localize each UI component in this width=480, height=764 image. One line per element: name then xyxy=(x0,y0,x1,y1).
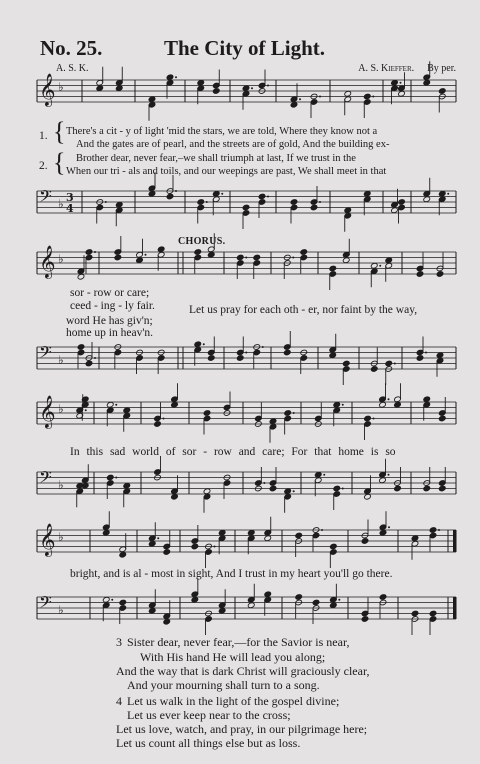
flat-icon: ♭ xyxy=(58,252,64,266)
hymn-number: No. 25. xyxy=(40,36,103,60)
verse-1-line-2: And the gates are of pearl, and the streets are of gold, And the building ex- xyxy=(76,139,390,150)
note-head xyxy=(119,599,127,606)
system-2-lyric-4: home up in heav'n. xyxy=(66,327,154,339)
final-barline xyxy=(453,597,456,619)
verse-2-line-1: Brother dear, never fear,–we shall triumph at last, If we trust in the xyxy=(76,153,356,164)
note-head xyxy=(163,618,171,625)
stanza-4-line-1: Let us walk in the light of the gospel divine; xyxy=(127,694,340,708)
note-dot xyxy=(338,599,340,601)
stanza-4-line-2: Let us ever keep near to the cross; xyxy=(127,708,291,722)
chorus-lyric: Let us pray for each oth - er, nor faint by the way, xyxy=(189,304,418,316)
note-head xyxy=(411,610,419,617)
note-head xyxy=(264,591,272,598)
stanza-3-line-2: With His hand He will lead you along; xyxy=(140,650,326,664)
permission-note: By per. xyxy=(427,63,456,74)
note-head xyxy=(361,616,369,623)
note-head xyxy=(379,594,387,601)
note-head xyxy=(191,596,199,603)
words-credit: A. S. K. xyxy=(56,63,89,74)
stanza-3-line-1: Sister dear, never fear,—for the Savior is near, xyxy=(127,635,350,649)
stanza-3-number: 3 xyxy=(116,635,122,649)
flat-icon: ♭ xyxy=(58,402,64,416)
verse-2-brace: { xyxy=(53,148,66,177)
note-head xyxy=(295,594,303,601)
stanza-3-line-4: And your mourning shall turn to a song. xyxy=(127,678,320,692)
bass-clef-icon: 𝄢 xyxy=(39,592,52,616)
system-2-lyric-3: word He has giv'n; xyxy=(66,315,153,327)
verse-1-brace: { xyxy=(53,117,66,146)
treble-clef-icon: 𝄞 xyxy=(39,523,56,556)
time-signature-top: 3 xyxy=(66,191,74,204)
stanza-4-number: 4 xyxy=(116,694,122,708)
system-3-lyric: In this sad world of sor - row and care; For that home is so xyxy=(70,446,396,458)
system-2-lyric-2: ceed - ing - ly fair. xyxy=(70,300,155,312)
system-2-lyric-1: sor - row or care; xyxy=(70,287,150,299)
note-head xyxy=(429,610,437,617)
treble-clef-icon: 𝄞 xyxy=(39,73,56,106)
bass-clef-icon: 𝄢 xyxy=(39,467,52,491)
stanza-3-line-3: And the way that is dark Christ will graciously clear, xyxy=(116,664,370,678)
chorus-label: CHORUS. xyxy=(178,236,226,247)
flat-icon: ♭ xyxy=(58,197,64,211)
bass-clef-icon: 𝄢 xyxy=(39,186,52,210)
verse-1-number: 1. xyxy=(39,130,48,142)
note-head xyxy=(148,607,156,614)
composer: A. S. Kieffer. xyxy=(358,63,415,74)
verse-2-line-2: When our tri - als and toils, and our weepings are past, We shall meet in that xyxy=(66,166,387,177)
note-head xyxy=(312,599,320,606)
time-signature-bottom: 4 xyxy=(66,202,74,215)
note-head xyxy=(218,607,226,614)
flat-icon: ♭ xyxy=(58,80,64,94)
flat-icon: ♭ xyxy=(58,353,64,367)
stanza-4-line-4: Let us count all things else but as loss. xyxy=(116,736,301,750)
verse-1-line-1: There's a cit - y of light 'mid the stars, we are told, Where they know not a xyxy=(66,126,378,137)
treble-clef-icon: 𝄞 xyxy=(39,395,56,428)
stanza-4-line-3: Let us love, watch, and pray, in our pilgrimage here; xyxy=(116,722,368,736)
treble-clef-icon: 𝄞 xyxy=(39,245,56,278)
note-head xyxy=(247,602,255,609)
hymn-title: The City of Light. xyxy=(164,36,326,60)
note-head xyxy=(102,596,110,603)
verse-2-number: 2. xyxy=(39,160,48,172)
system-4-lyric: bright, and is al - most in sight, And I trust in my heart you'll go there. xyxy=(70,568,393,580)
bass-clef-icon: 𝄢 xyxy=(39,342,52,366)
note-dot xyxy=(111,599,113,601)
note-head xyxy=(330,602,338,609)
flat-icon: ♭ xyxy=(58,478,64,492)
flat-icon: ♭ xyxy=(58,603,64,617)
flat-icon: ♭ xyxy=(58,530,64,544)
